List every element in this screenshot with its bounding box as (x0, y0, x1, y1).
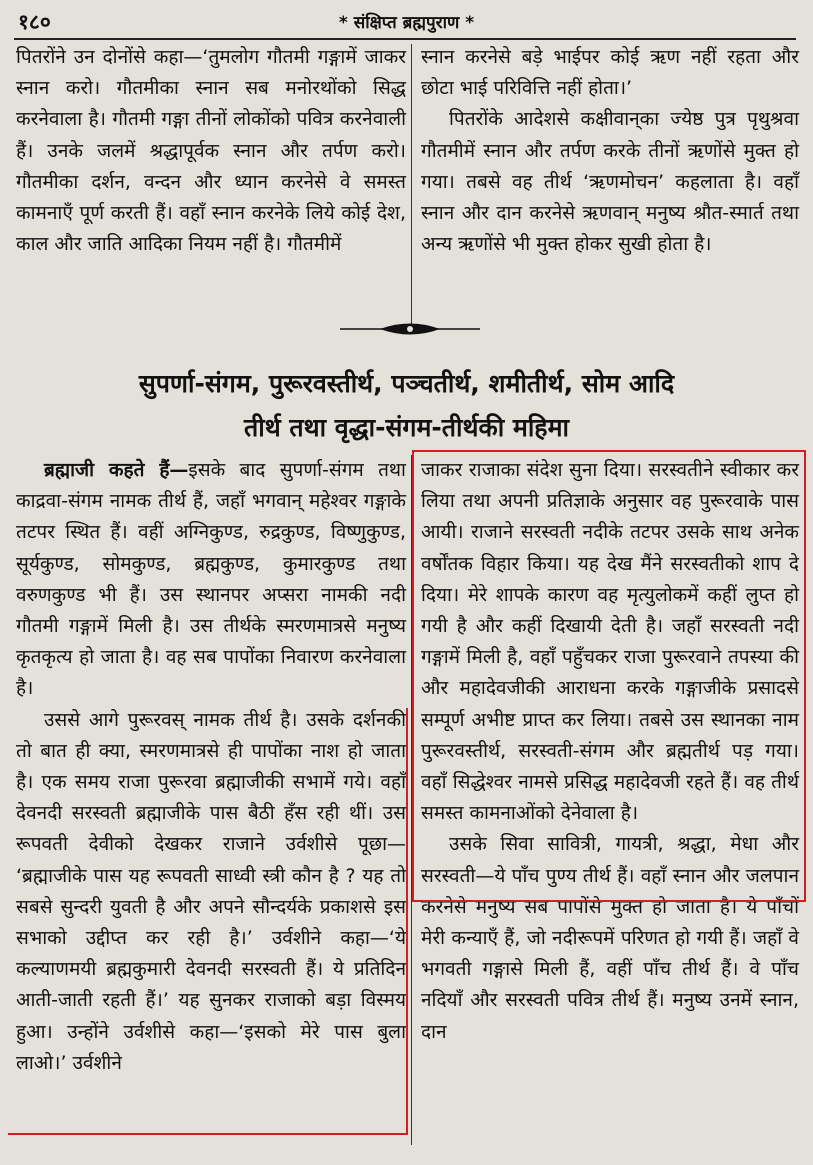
paragraph-text: इसके बाद सुपर्णा-संगम तथा काद्रवा-संगम नामक तीर्थ हैं, जहाँ भगवान्‌ महेश्वर गङ्गाके तटपर स्थित हैं। वहीं अग्निकुण्ड, रुद्रकुण्ड, विष्णुकुण्ड, सूर्यकुण्ड, सोमकुण्ड, ब्रह्मकुण्ड, कुमारकुण्ड तथा वरुणकुण्ड भी हैं। उस स्थानपर अप्सरा नामकी नदी गौतमी गङ्गामें मिली है। उस तीर्थके स्मरणमात्रसे मनुष्य कृतकृत्य हो जाता है। वह सब पापोंका निवारण करनेवाला है। (16, 459, 406, 700)
section-ornament (340, 320, 480, 338)
chapter-title-line: तीर्थ तथा वृद्धा-संगम-तीर्थकी महिमा (243, 413, 570, 442)
chapter-title-line: सुपर्णा-संगम, पुरूरवस्तीर्थ, पञ्चतीर्थ, शमीतीर्थ, सोम आदि (138, 369, 675, 398)
paragraph: पितरोंने उन दोनोंसे कहा—‘तुमलोग गौतमी गङ्गामें जाकर स्नान करो। गौतमीका स्नान सब मनोरथोंको सिद्ध करनेवाला है। गौतमी गङ्गा तीनों लोकोंको पवित्र करनेवाली हैं। उनके जलमें श्रद्धापूर्वक स्नान और तर्पण करो। गौतमीका दर्शन, वन्दन और ध्यान करनेसे वे समस्त कामनाएँ पूर्ण करती हैं। वहाँ स्नान करनेके लिये कोई देश, काल और जाति आदिका नियम नहीं है। गौतमीमें (16, 46, 406, 256)
page-header (0, 0, 813, 40)
speaker-lead: ब्रह्माजी कहते हैं— (44, 459, 189, 481)
paragraph: उससे आगे पुरूरवस्‌ नामक तीर्थ है। उसके दर्शनकी तो बात ही क्या, स्मरणमात्रसे ही पापोंका नाश हो जाता है। एक समय राजा पुरूरवा ब्रह्माजीकी सभामें गये। वहाँ देवनदी सरस्वती ब्रह्माजीके पास बैठी हँस रही थीं। उस रूपवती देवीको देखकर राजाने उर्वशीसे पूछा— ‘ब्रह्माजीके पास यह रूपवती साध्वी स्त्री कौन है ? यह तो सबसे सुन्दरी युवती है और अपने सौन्दर्यके प्रकाशसे इस सभाको उद्दीप्त कर रही है।’ उर्वशीने कहा—‘ये कल्याणमयी ब्रह्मकुमारी देवनदी सरस्वती हैं। ये प्रतिदिन आती-जाती रहती हैं।’ यह सुनकर राजाको बड़ा विस्मय हुआ। उन्होंने उर्वशीसे कहा—‘इसको मेरे पास बुला लाओ।’ उर्वशीने (16, 708, 406, 1074)
paragraph: पितरोंके आदेशसे कक्षीवान्‌का ज्येष्ठ पुत्र पृथुश्रवा गौतमीमें स्नान और तर्पण करके तीनों ऋणोंसे मुक्त हो गया। तबसे वह तीर्थ ‘ऋणमोचन’ कहलाता है। वहाँ स्नान और दान करनेसे ऋणवान्‌ मनुष्य श्रौत-स्मार्त तथा अन्य ऋणोंसे भी मुक्त होकर सुखी होता है। (421, 108, 799, 256)
running-title: * संक्षिप्त ब्रह्मपुराण * (338, 13, 475, 33)
highlight-box-left (8, 708, 408, 1135)
column-divider-top (411, 44, 412, 327)
paragraph: स्नान करनेसे बड़े भाईपर कोई ऋण नहीं रहता और छोटा भाई परिवित्ति नहीं होता।’ (421, 46, 799, 100)
paragraph (16, 455, 406, 705)
page-number: १८० (18, 10, 51, 34)
paragraph: जाकर राजाका संदेश सुना दिया। सरस्वतीने स्वीकार कर लिया तथा अपनी प्रतिज्ञाके अनुसार वह पुरूरवाके पास आयी। राजाने सरस्वती नदीके तटपर उसके साथ अनेक वर्षोंतक विहार किया। यह देख मैंने सरस्वतीको शाप दे दिया। मेरे शापके कारण वह मृत्युलोकमें कहीं लुप्त हो गयी है और कहीं दिखायी देती है। जहाँ सरस्वती नदी गङ्गामें मिली है, वहाँ पहुँचकर राजा पुरूरवाने तपस्या की और महादेवजीकी आराधना करके गङ्गाजीके प्रसादसे सम्पूर्ण अभीष्ट प्राप्त कर लिया। तबसे उस स्थानका नाम पुरूरवस्तीर्थ, सरस्वती-संगम और ब्रह्मतीर्थ पड़ गया। वहाँ सिद्धेश्वर नामसे प्रसिद्ध महादेवजी रहते हैं। वह तीर्थ समस्त कामनाओंको देनेवाला है। (421, 459, 799, 825)
top-right-column (421, 42, 799, 260)
paragraph: उसके सिवा सावित्री, गायत्री, श्रद्धा, मेधा और सरस्वती—ये पाँच पुण्य तीर्थ हैं। वहाँ स्नान और जलपान करनेसे मनुष्य सब पापोंसे मुक्त हो जाता है। ये पाँचों मेरी कन्याएँ हैं, जो नदीरूपमें परिणत हो गयी हैं। जहाँ वे भगवती गङ्गासे मिली हैं, वहीं पाँच तीर्थ हैं। वे पाँच नदियाँ और सरस्वती पवित्र तीर्थ हैं। मनुष्य उनमें स्नान, दान (421, 833, 799, 1043)
highlight-box-right (412, 450, 806, 902)
header-rule (14, 38, 796, 40)
top-left-column (16, 42, 406, 260)
chapter-title (20, 362, 793, 450)
